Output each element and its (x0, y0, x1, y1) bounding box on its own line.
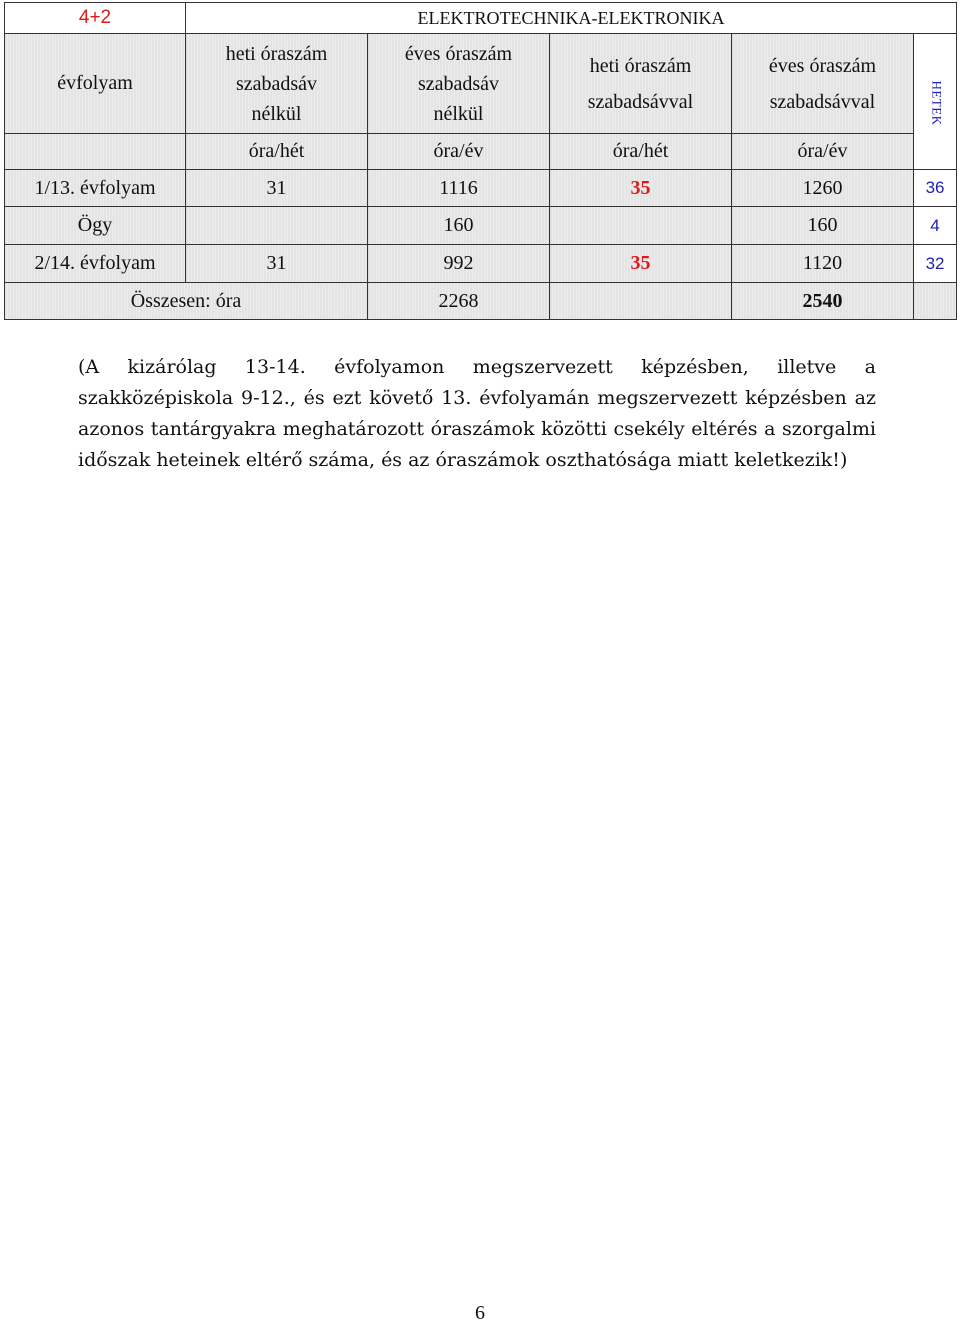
cell-eves-vel: 1120 (732, 245, 914, 283)
cell-eves-nelkul: 160 (368, 207, 550, 245)
footnote: (A kizárólag 13-14. évfolyamon megszervezett képzésben, illetve a szakközépiskola 9-12., és ezt követő 13. évfolyamán megszervezett képzésben az azonos tantárgyakra meghatározott óraszámok közötti csekély eltérés a szorgalmi időszak heteinek eltérő száma, és az óraszámok oszthatósága miatt keletkezik!) (78, 356, 876, 471)
cell-hetek: 32 (914, 245, 957, 283)
total-hetek-empty (914, 283, 957, 320)
page-number: 6 (475, 1302, 485, 1324)
cell-heti-nelkul: 31 (186, 170, 368, 207)
cell-hetek: 36 (914, 170, 957, 207)
header-text: szabadsáv (235, 72, 318, 95)
hetek-label: HETEK (929, 80, 945, 126)
header-evfolyam (5, 34, 186, 134)
cell-heti-nelkul (186, 207, 368, 245)
header-eves-nelkul (368, 34, 550, 134)
table-row (5, 245, 957, 283)
row-label: 2/14. évfolyam (5, 245, 186, 283)
header-text: heti óraszám (589, 54, 692, 77)
header-heti-vel (550, 34, 732, 134)
header-evfolyam-text: évfolyam (57, 72, 133, 94)
cell-hetek: 4 (914, 207, 957, 245)
header-text: szabadsávval (769, 90, 876, 113)
total-eves-nelkul: 2268 (368, 283, 550, 320)
cell-heti-nelkul: 31 (186, 245, 368, 283)
cell-eves-vel: 1260 (732, 170, 914, 207)
header-text: nélkül (251, 102, 302, 125)
table-row (5, 207, 957, 245)
unit-cell: óra/év (732, 134, 914, 170)
row-label: 1/13. évfolyam (5, 170, 186, 207)
cell-heti-vel: 35 (550, 170, 732, 207)
header-text: éves óraszám (404, 42, 513, 65)
cell-heti-vel: 35 (550, 245, 732, 283)
header-eves-vel (732, 34, 914, 134)
hours-table (4, 2, 957, 320)
header-text: éves óraszám (768, 54, 877, 77)
total-eves-vel: 2540 (732, 283, 914, 320)
total-empty (550, 283, 732, 320)
unit-empty (5, 134, 186, 170)
table-row (5, 170, 957, 207)
total-row (5, 283, 957, 320)
cell-eves-nelkul: 992 (368, 245, 550, 283)
header-text: heti óraszám (225, 42, 328, 65)
cell-heti-vel (550, 207, 732, 245)
table-title: ELEKTROTECHNIKA-ELEKTRONIKA (186, 3, 957, 34)
total-label: Összesen: óra (5, 283, 368, 320)
cell-eves-vel: 160 (732, 207, 914, 245)
unit-cell: óra/év (368, 134, 550, 170)
corner-label: 4+2 (5, 3, 186, 34)
unit-cell: óra/hét (186, 134, 368, 170)
row-label: Ögy (5, 207, 186, 245)
header-text: szabadsávval (587, 90, 694, 113)
header-heti-nelkul (186, 34, 368, 134)
cell-eves-nelkul: 1116 (368, 170, 550, 207)
header-hetek (914, 34, 957, 170)
header-text: szabadsáv (417, 72, 500, 95)
header-text: nélkül (433, 102, 484, 125)
unit-cell: óra/hét (550, 134, 732, 170)
